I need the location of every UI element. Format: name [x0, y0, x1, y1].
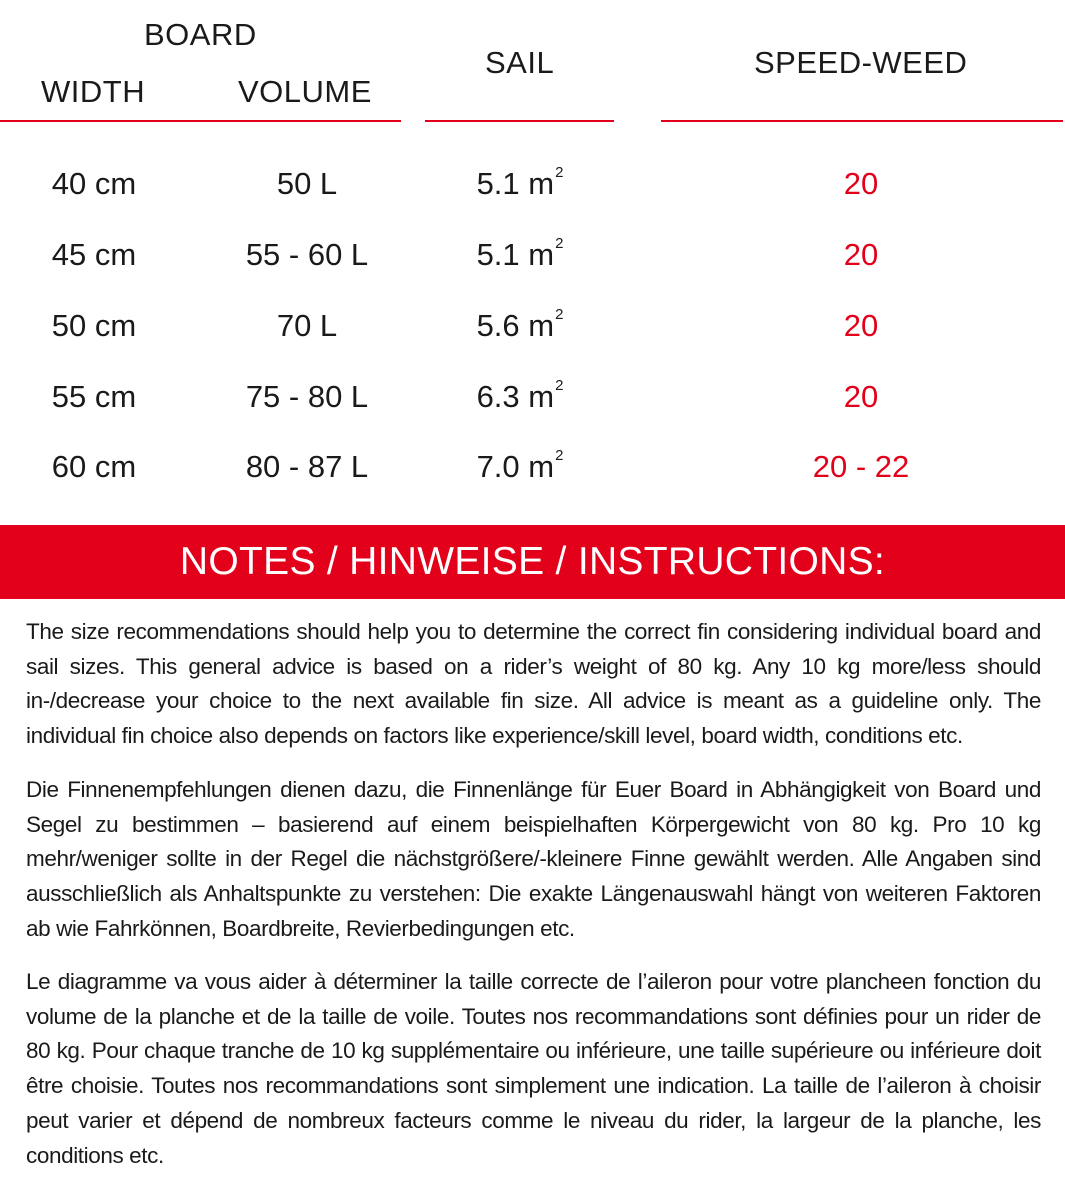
header-rule-sail	[425, 120, 614, 122]
table-cell-volume: 55 - 60 L	[245, 237, 369, 272]
header-sail: SAIL	[485, 45, 555, 80]
table-cell-fin: 20	[843, 379, 879, 414]
table-cell-width: 60 cm	[51, 449, 137, 484]
table-cell-width: 50 cm	[51, 308, 137, 343]
sail-unit-exponent: 2	[555, 447, 564, 464]
notes-paragraph-french: Le diagramme va vous aider à déterminer la taille correcte de l’aileron pour votre plancheen fonction du volume de la planche et de la taille de voile. Toutes nos recommandations sont définies pour un rider de 80 kg. Pour chaque tranche de 10 kg supplémentaire ou inférieure, une taille supérieure ou inférieure doit être choisie. Toutes nos recommandations sont simplement une indication. La taille de l’aileron à choisir peut varier et dépend de nombreux facteurs comme le niveau du rider, la largeur de la planche, les conditions etc.	[26, 969, 1041, 1168]
notes-paragraph-german: Die Finnenempfehlungen dienen dazu, die Finnenlänge für Euer Board in Abhängigkeit von Board und Segel zu bestimmen – basierend auf einem beispielhaften Körpergewicht von 80 kg. Pro 10 kg mehr/weniger sollte in der Regel die nächstgrößere/-kleinere Finne gewählt werden. Alle Angaben sind ausschließlich als Anhaltspunkte zu verstehen: Die exakte Längenauswahl hängt von weiteren Faktoren ab wie Fahrkönnen, Boardbreite, Revierbedingungen etc.	[26, 777, 1041, 941]
table-cell-sail	[420, 308, 620, 344]
sail-value: 6.3 m	[476, 379, 555, 414]
sail-value: 7.0 m	[476, 449, 555, 484]
table-cell-volume: 50 L	[276, 166, 338, 201]
table-cell-width: 55 cm	[51, 379, 137, 414]
sail-unit-exponent: 2	[555, 164, 564, 181]
notes-title: NOTES / HINWEISE / INSTRUCTIONS:	[179, 540, 886, 583]
table-cell-sail	[420, 237, 620, 273]
notes-banner	[0, 525, 1065, 599]
table-cell-width: 40 cm	[51, 166, 137, 201]
table-cell-fin: 20	[843, 237, 879, 272]
table-cell-sail	[420, 449, 620, 485]
table-cell-volume: 80 - 87 L	[245, 449, 369, 484]
header-speed-weed: SPEED-WEED	[754, 45, 968, 80]
sail-unit-exponent: 2	[555, 377, 564, 394]
sail-value: 5.6 m	[476, 308, 555, 343]
table-cell-fin: 20	[843, 166, 879, 201]
table-cell-fin: 20	[843, 308, 879, 343]
table-cell-volume: 75 - 80 L	[245, 379, 369, 414]
sail-value: 5.1 m	[476, 166, 555, 201]
header-rule-fin	[661, 120, 1063, 122]
table-cell-fin: 20 - 22	[812, 449, 910, 484]
table-cell-sail	[420, 166, 620, 202]
table-cell-width: 45 cm	[51, 237, 137, 272]
header-board: BOARD	[144, 17, 257, 52]
table-cell-sail	[420, 379, 620, 415]
notes-paragraph-english: The size recommendations should help you to determine the correct fin considering individual board and sail sizes. This general advice is based on a rider’s weight of 80 kg. Any 10 kg more/less should in-/decrease your choice to the next available fin size. All advice is meant as a guideline only. The individual fin choice also depends on factors like experience/skill level, board width, conditions etc.	[26, 619, 1041, 749]
header-rule-board	[0, 120, 401, 122]
header-volume: VOLUME	[238, 74, 372, 109]
sail-unit-exponent: 2	[555, 306, 564, 323]
table-cell-volume: 70 L	[276, 308, 338, 343]
sail-value: 5.1 m	[476, 237, 555, 272]
sail-unit-exponent: 2	[555, 235, 564, 252]
header-width: WIDTH	[41, 74, 146, 109]
